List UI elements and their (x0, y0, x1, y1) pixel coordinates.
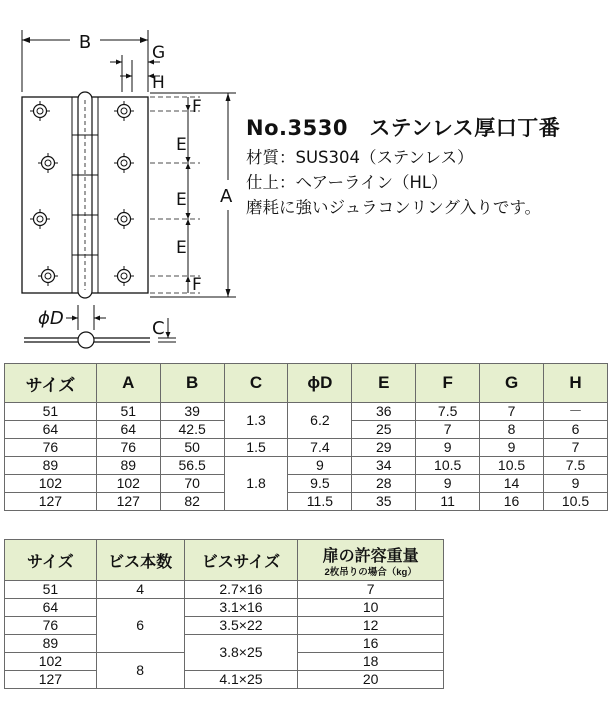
cell-a: 64 (96, 421, 160, 439)
cell-e: 36 (352, 403, 416, 421)
label-f-top: F (192, 97, 202, 117)
cell-screw-count: 4 (96, 581, 184, 599)
product-note: 磨耗に強いジュラコンリング入りです。 (246, 198, 542, 217)
product-finish: 仕上：ヘアーライン（HL） (246, 173, 448, 192)
label-b: B (78, 32, 92, 53)
cell-size: 127 (5, 671, 97, 689)
cell-phi-d: 11.5 (288, 493, 352, 511)
cell-c: 1.8 (224, 457, 288, 511)
cell-g: 10.5 (480, 457, 544, 475)
cell-a: 76 (96, 439, 160, 457)
label-c: C (152, 318, 165, 339)
label-phi-d: ϕD (38, 308, 64, 329)
product-title: No.3530 ステンレス厚口丁番 (246, 116, 561, 140)
cell-f: 9 (416, 475, 480, 493)
cell-b: 56.5 (160, 457, 224, 475)
cell-h: 7.5 (544, 457, 608, 475)
cell-phi-d: 9.5 (288, 475, 352, 493)
cell-b: 42.5 (160, 421, 224, 439)
cell-a: 102 (96, 475, 160, 493)
table-row (5, 457, 608, 475)
cell-size: 51 (5, 581, 97, 599)
cell-phi-d: 9 (288, 457, 352, 475)
cell-screw-size: 4.1×25 (184, 671, 298, 689)
label-g: G (152, 43, 166, 63)
cell-phi-d: 7.4 (288, 439, 352, 457)
table-row (5, 671, 444, 689)
header-h: H (544, 364, 608, 403)
header-e: E (352, 364, 416, 403)
dimension-table (4, 363, 608, 511)
cell-size: 64 (5, 421, 97, 439)
cell-a: 89 (96, 457, 160, 475)
label-a: A (220, 186, 233, 207)
cell-screw-size: 3.5×22 (184, 617, 298, 635)
cell-weight: 10 (298, 599, 444, 617)
hinge-body (22, 92, 148, 298)
header-size: サイズ (5, 364, 97, 403)
cell-f: 11 (416, 493, 480, 511)
cell-a: 51 (96, 403, 160, 421)
cell-a: 127 (96, 493, 160, 511)
cell-size: 127 (5, 493, 97, 511)
cell-b: 70 (160, 475, 224, 493)
cell-screw-size: 3.1×16 (184, 599, 298, 617)
cell-phi-d: 6.2 (288, 403, 352, 439)
cell-size: 64 (5, 599, 97, 617)
cell-f: 7.5 (416, 403, 480, 421)
header-size: サイズ (5, 540, 97, 581)
cell-screw-size: 3.8×25 (184, 635, 298, 671)
label-e-2: E (176, 190, 187, 210)
label-h: H (152, 73, 165, 93)
table-row (5, 403, 608, 421)
table-row (5, 475, 608, 493)
cell-weight: 12 (298, 617, 444, 635)
dimension-e-f (150, 97, 202, 295)
cell-c: 1.3 (224, 403, 288, 439)
cell-size: 102 (5, 475, 97, 493)
cell-h: 10.5 (544, 493, 608, 511)
table-row (5, 439, 608, 457)
product-info (246, 112, 608, 220)
cell-h: 6 (544, 421, 608, 439)
cell-weight: 20 (298, 671, 444, 689)
table-header-row (5, 540, 444, 581)
header-screw-count: ビス本数 (96, 540, 184, 581)
cell-g: 9 (480, 439, 544, 457)
cell-b: 50 (160, 439, 224, 457)
cell-size: 89 (5, 457, 97, 475)
cell-size: 51 (5, 403, 97, 421)
hinge-side-view (24, 305, 176, 348)
cell-f: 7 (416, 421, 480, 439)
weight-header-note: 2枚吊りの場合（kg） (324, 566, 417, 578)
cell-f: 10.5 (416, 457, 480, 475)
cell-g: 16 (480, 493, 544, 511)
cell-g: 7 (480, 403, 544, 421)
cell-size: 76 (5, 617, 97, 635)
header-allowable-weight (298, 540, 444, 581)
table-row (5, 617, 444, 635)
cell-g: 14 (480, 475, 544, 493)
label-e-3: E (176, 238, 187, 258)
screw-weight-table (4, 539, 444, 689)
cell-e: 25 (352, 421, 416, 439)
header-phi-d: ϕD (288, 364, 352, 403)
header-screw-size: ビスサイズ (184, 540, 298, 581)
dimension-b (22, 30, 148, 92)
table-row (5, 599, 444, 617)
table-row (5, 635, 444, 653)
cell-weight: 7 (298, 581, 444, 599)
cell-h: － (544, 403, 608, 421)
label-f-bottom: F (192, 275, 202, 295)
cell-e: 29 (352, 439, 416, 457)
cell-e: 34 (352, 457, 416, 475)
cell-h: 9 (544, 475, 608, 493)
cell-h: 7 (544, 439, 608, 457)
cell-g: 8 (480, 421, 544, 439)
dimension-a (150, 93, 236, 297)
cell-b: 39 (160, 403, 224, 421)
weight-header-label: 扉の許容重量 (322, 547, 419, 565)
cell-f: 9 (416, 439, 480, 457)
table-row (5, 493, 608, 511)
header-f: F (416, 364, 480, 403)
label-e-1: E (176, 135, 187, 155)
cell-b: 82 (160, 493, 224, 511)
header-b: B (160, 364, 224, 403)
cell-size: 76 (5, 439, 97, 457)
table-header-row (5, 364, 608, 403)
cell-screw-count: 8 (96, 653, 184, 689)
cell-size: 102 (5, 653, 97, 671)
header-c: C (224, 364, 288, 403)
dimension-g-h (110, 43, 165, 93)
header-a: A (96, 364, 160, 403)
cell-weight: 16 (298, 635, 444, 653)
cell-e: 35 (352, 493, 416, 511)
cell-e: 28 (352, 475, 416, 493)
header-g: G (480, 364, 544, 403)
product-material: 材質：SUS304（ステンレス） (246, 148, 474, 167)
cell-size: 89 (5, 635, 97, 653)
cell-weight: 18 (298, 653, 444, 671)
cell-screw-count: 6 (96, 599, 184, 653)
cell-c: 1.5 (224, 439, 288, 457)
cell-screw-size: 2.7×16 (184, 581, 298, 599)
table-row (5, 581, 444, 599)
